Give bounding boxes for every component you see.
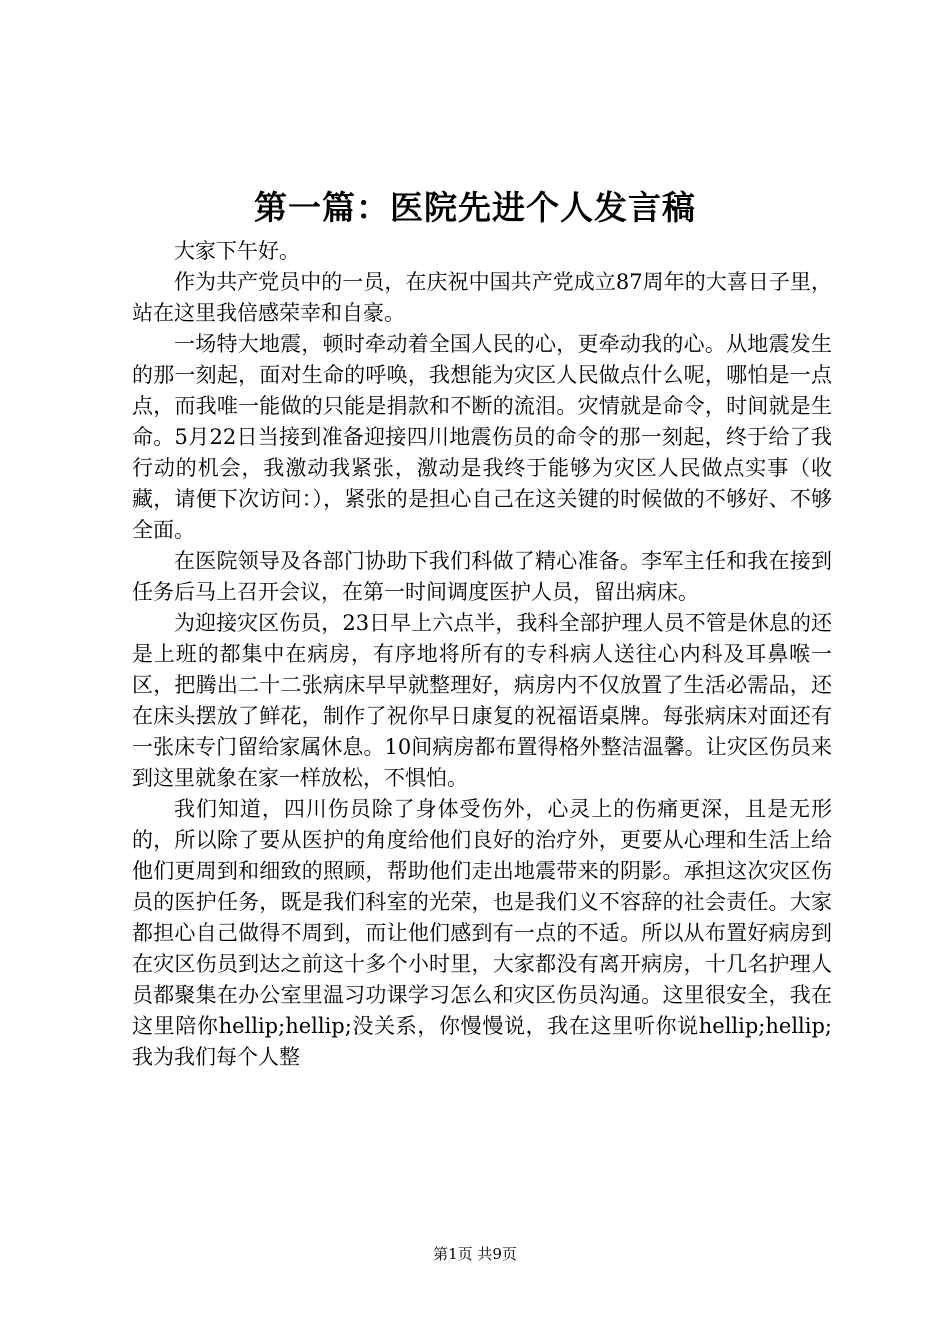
page-number-footer: 第1页 共9页 [433,1245,517,1263]
paragraph-earthquake: 一场特大地震，顿时牵动着全国人民的心，更牵动我的心。从地震发生的那一刻起，面对生命的呼唤，我想能为灾区人民做点什么呢，哪怕是一点点，而我唯一能做的只能是捐款和不断的流泪。灾情就是命令，时间就是生命。5月22日当接到准备迎接四川地震伤员的命令的那一刻起，终于给了我行动的机会，我激动我紧张，激动是我终于能够为灾区人民做点实事（收藏，请便下次访问：），紧张的是担心自己在这关键的时候做的不够好、不够全面。 [132,332,832,542]
paragraph-preparation: 在医院领导及各部门协助下我们科做了精心准备。李军主任和我在接到任务后马上召开会议，在第一时间调度医护人员，留出病床。 [132,549,832,604]
document-title: 第一篇：医院先进个人发言稿 [254,188,696,227]
paragraph-psychological-care: 我们知道，四川伤员除了身体受伤外，心灵上的伤痛更深，且是无形的，所以除了要从医护的角度给他们良好的治疗外，更要从心理和生活上给他们更周到和细致的照顾，帮助他们走出地震带来的阴影。承担这次灾区伤员的医护任务，既是我们科室的光荣，也是我们义不容辞的社会责任。大家都担心自己做得不周到，而让他们感到有一点的不适。所以从布置好病房到在灾区伤员到达之前这十多个小时里，大家都没有离开病房，十几名护理人员都聚集在办公室里温习功课学习怎么和灾区伤员沟通。这里很安全，我在这里陪你hellip;hellip;没关系，你慢慢说，我在这里听你说hellip;hellip;我为我们每个人整 [132,797,832,1069]
paragraph-party-member: 作为共产党员中的一员，在庆祝中国共产党成立87周年的大喜日子里，站在这里我倍感荣幸和自豪。 [132,270,832,325]
paragraph-greeting: 大家下午好。 [174,239,300,263]
document-body [132,236,832,1073]
paragraph-welcome-wounded: 为迎接灾区伤员，23日早上六点半，我科全部护理人员不管是休息的还是上班的都集中在病房，有序地将所有的专科病人送往心内科及耳鼻喉一区，把腾出二十二张病床早早就整理好，病房内不仅放置了生活必需品，还在床头摆放了鲜花，制作了祝你早日康复的祝福语桌牌。每张病床对面还有一张床专门留给家属休息。10间病房都布置得格外整洁温馨。让灾区伤员来到这里就象在家一样放松，不惧怕。 [132,611,832,790]
